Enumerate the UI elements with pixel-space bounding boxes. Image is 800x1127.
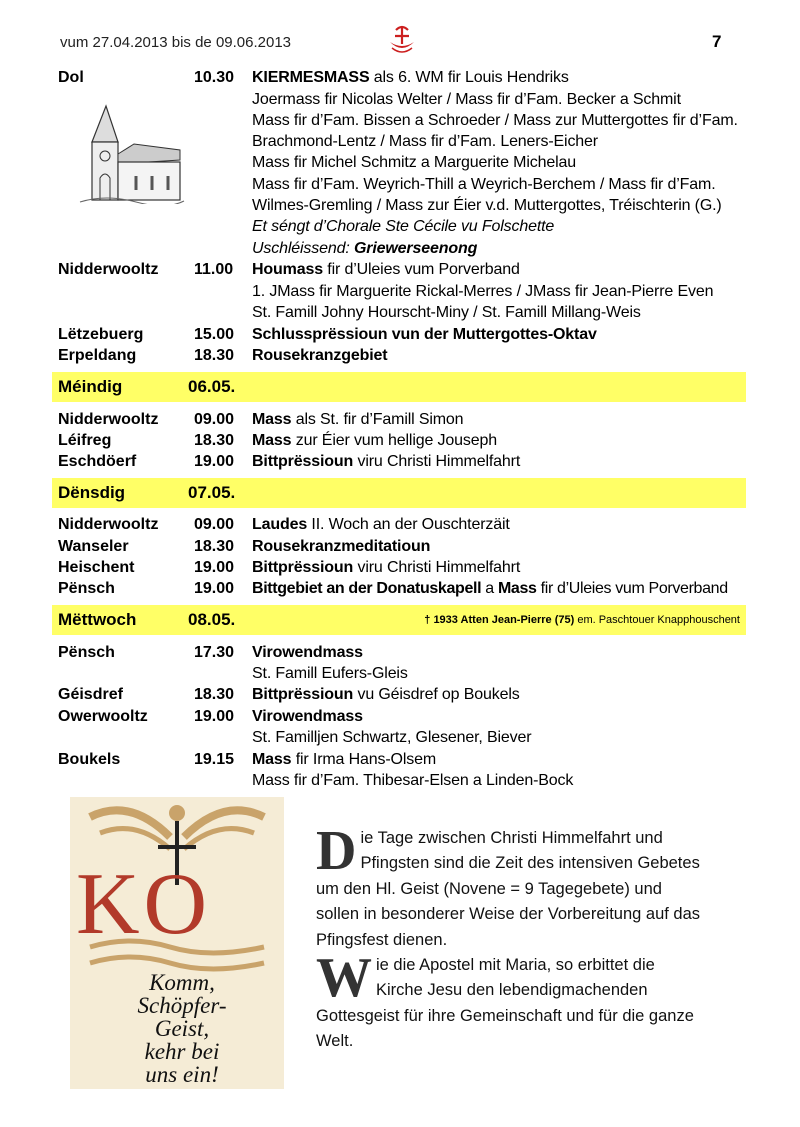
parish-logo-icon: [386, 22, 418, 56]
description: Bittgebiet an der Donatuskapell a Mass fir d’Uleies vum Porverband: [252, 580, 728, 597]
day-header: [52, 605, 746, 635]
time: 11.00: [194, 261, 234, 278]
schedule-row: [58, 303, 748, 323]
description: Mass als St. fir d’Famill Simon: [252, 411, 464, 428]
description: Wilmes-Gremling / Mass zur Éier v.d. Muttergottes, Tréischterin (G.): [252, 197, 722, 214]
paragraph: Die Tage zwischen Christi Himmelfahrt und Pfingsten sind die Zeit des intensiven Gebetes um den Hl. Geist (Novene = 9 Tagegebete) und sollen in besonderer Weise der Vorbereitung auf das Pfingsfest dienen.: [316, 820, 701, 949]
description: Joermass fir Nicolas Welter / Mass fir d’Fam. Becker a Schmit: [252, 91, 681, 108]
place-name: Lëtzebuerg: [58, 326, 144, 343]
description: Mass fir Michel Schmitz a Marguerite Michelau: [252, 154, 577, 171]
day-header: [52, 372, 746, 402]
obituary-note: † 1933 Atten Jean-Pierre (75) em. Paschtouer Knapphouschent: [424, 614, 740, 626]
time: 17.30: [194, 644, 235, 661]
poster-line: uns ein!: [145, 1062, 219, 1087]
place-name: Wanseler: [58, 538, 129, 555]
place-name: Géisdref: [58, 686, 123, 703]
description: St. Familljen Schwartz, Glesener, Biever: [252, 729, 532, 746]
description: Brachmond-Lentz / Mass fir d’Fam. Leners-Eicher: [252, 133, 598, 150]
description: St. Famill Johny Hourscht-Miny / St. Famill Millang-Weis: [252, 304, 641, 321]
schedule-row: [58, 217, 748, 237]
place-name: Nidderwooltz: [58, 411, 159, 428]
poster-line: Komm,: [149, 970, 215, 995]
description: Et séngt d’Chorale Ste Cécile vu Folschette: [252, 218, 555, 235]
schedule-row: [58, 68, 748, 88]
poster-initials: KO: [76, 856, 212, 953]
drop-cap: D: [316, 820, 357, 882]
description: Mass zur Éier vum hellige Jouseph: [252, 432, 497, 449]
schedule-row: [58, 643, 748, 663]
header-date-range: vum 27.04.2013 bis de 09.06.2013: [60, 34, 292, 51]
schedule-row: [58, 196, 748, 216]
time: 19.00: [194, 559, 235, 576]
description: St. Famill Eufers-Gleis: [252, 665, 408, 682]
schedule-row: [58, 410, 748, 430]
drop-cap: W: [316, 947, 372, 1010]
description: Mass fir d’Fam. Weyrich-Thill a Weyrich-Berchem / Mass fir d’Fam.: [252, 176, 716, 193]
description: Bittprëssioun vu Géisdref op Boukels: [252, 686, 520, 703]
description: Laudes II. Woch an der Ouschterzäit: [252, 516, 510, 533]
time: 19.00: [194, 453, 235, 470]
place-name: Pënsch: [58, 644, 115, 661]
place-name: Boukels: [58, 751, 121, 768]
day-name: Méindig: [58, 377, 123, 396]
description: Schlussprëssioun vun der Muttergottes-Oktav: [252, 326, 597, 343]
description: Mass fir Irma Hans-Olsem: [252, 751, 437, 768]
pentecost-poster: [70, 797, 284, 1089]
schedule-row: [58, 282, 748, 302]
poster-line: kehr bei: [144, 1039, 220, 1064]
place-name: Erpeldang: [58, 347, 137, 364]
schedule-row: [58, 260, 748, 280]
place-name: Owerwooltz: [58, 708, 148, 725]
place-name: Léifreg: [58, 432, 112, 449]
day-name: Dënsdig: [58, 483, 126, 502]
schedule-row: [58, 153, 748, 173]
description: KIERMESMASS als 6. WM fir Louis Hendriks: [252, 69, 569, 86]
description: Bittprëssioun viru Christi Himmelfahrt: [252, 559, 521, 576]
day-name: Mëttwoch: [58, 610, 137, 629]
time: 15.00: [194, 326, 235, 343]
schedule-row: [58, 771, 748, 791]
schedule-row: [58, 431, 748, 451]
place-name: Eschdöerf: [58, 453, 137, 470]
time: 18.30: [194, 432, 235, 449]
day-date: 07.05.: [188, 483, 236, 502]
schedule-row: [58, 452, 748, 472]
schedule-row: [58, 111, 748, 131]
description: Bittprëssioun viru Christi Himmelfahrt: [252, 453, 521, 470]
time: 18.30: [194, 686, 235, 703]
description: Rousekranzgebiet: [252, 347, 388, 364]
time: 19.15: [194, 751, 235, 768]
day-date: 06.05.: [188, 377, 236, 396]
place-name: Nidderwooltz: [58, 261, 159, 278]
time: 19.00: [194, 580, 235, 597]
schedule-row: [58, 558, 748, 578]
day-date: 08.05.: [188, 610, 236, 629]
place-name: Nidderwooltz: [58, 516, 159, 533]
description: Rousekranzmeditatioun: [252, 538, 431, 555]
time: 10.30: [194, 69, 235, 86]
day-header: [52, 478, 746, 508]
schedule-row: [58, 685, 748, 705]
schedule-row: [58, 346, 748, 366]
time: 18.30: [194, 538, 235, 555]
schedule-row: [58, 750, 748, 770]
place-name: Dol: [58, 69, 84, 86]
page-number: 7: [712, 32, 722, 51]
schedule-row: [58, 579, 748, 599]
pentecost-text: [316, 820, 702, 1055]
schedule-row: [58, 728, 748, 748]
schedule-row: [58, 707, 748, 727]
description: Mass fir d’Fam. Bissen a Schroeder / Mass zur Muttergottes fir d’Fam.: [252, 112, 738, 129]
schedule-row: [58, 537, 748, 557]
description: Mass fir d’Fam. Thibesar-Elsen a Linden-Bock: [252, 772, 574, 789]
time: 09.00: [194, 516, 235, 533]
description: Virowendmass: [252, 644, 363, 661]
schedule-row: [58, 239, 748, 259]
description: Houmass fir d’Uleies vum Porverband: [252, 261, 520, 278]
schedule-row: [58, 132, 748, 152]
time: 19.00: [194, 708, 235, 725]
time: 09.00: [194, 411, 235, 428]
poster-line: Schöpfer-: [137, 993, 227, 1018]
schedule-row: [58, 325, 748, 345]
paragraph: Wie die Apostel mit Maria, so erbittet die Kirche Jesu den lebendigmachenden Gottesgeist für ihre Gemeinschaft und für die ganze Welt.: [316, 947, 694, 1051]
schedule-row: [58, 664, 748, 684]
place-name: Heischent: [58, 559, 135, 576]
description: 1. JMass fir Marguerite Rickal-Merres / JMass fir Jean-Pierre Even: [252, 283, 714, 300]
place-name: Pënsch: [58, 580, 115, 597]
schedule-row: [58, 175, 748, 195]
description: Virowendmass: [252, 708, 363, 725]
poster-line: Geist,: [154, 1016, 210, 1041]
description: Uschléissend: Griewerseenong: [252, 240, 478, 257]
time: 18.30: [194, 347, 235, 364]
schedule-row: [58, 515, 748, 535]
schedule-row: [58, 90, 748, 110]
